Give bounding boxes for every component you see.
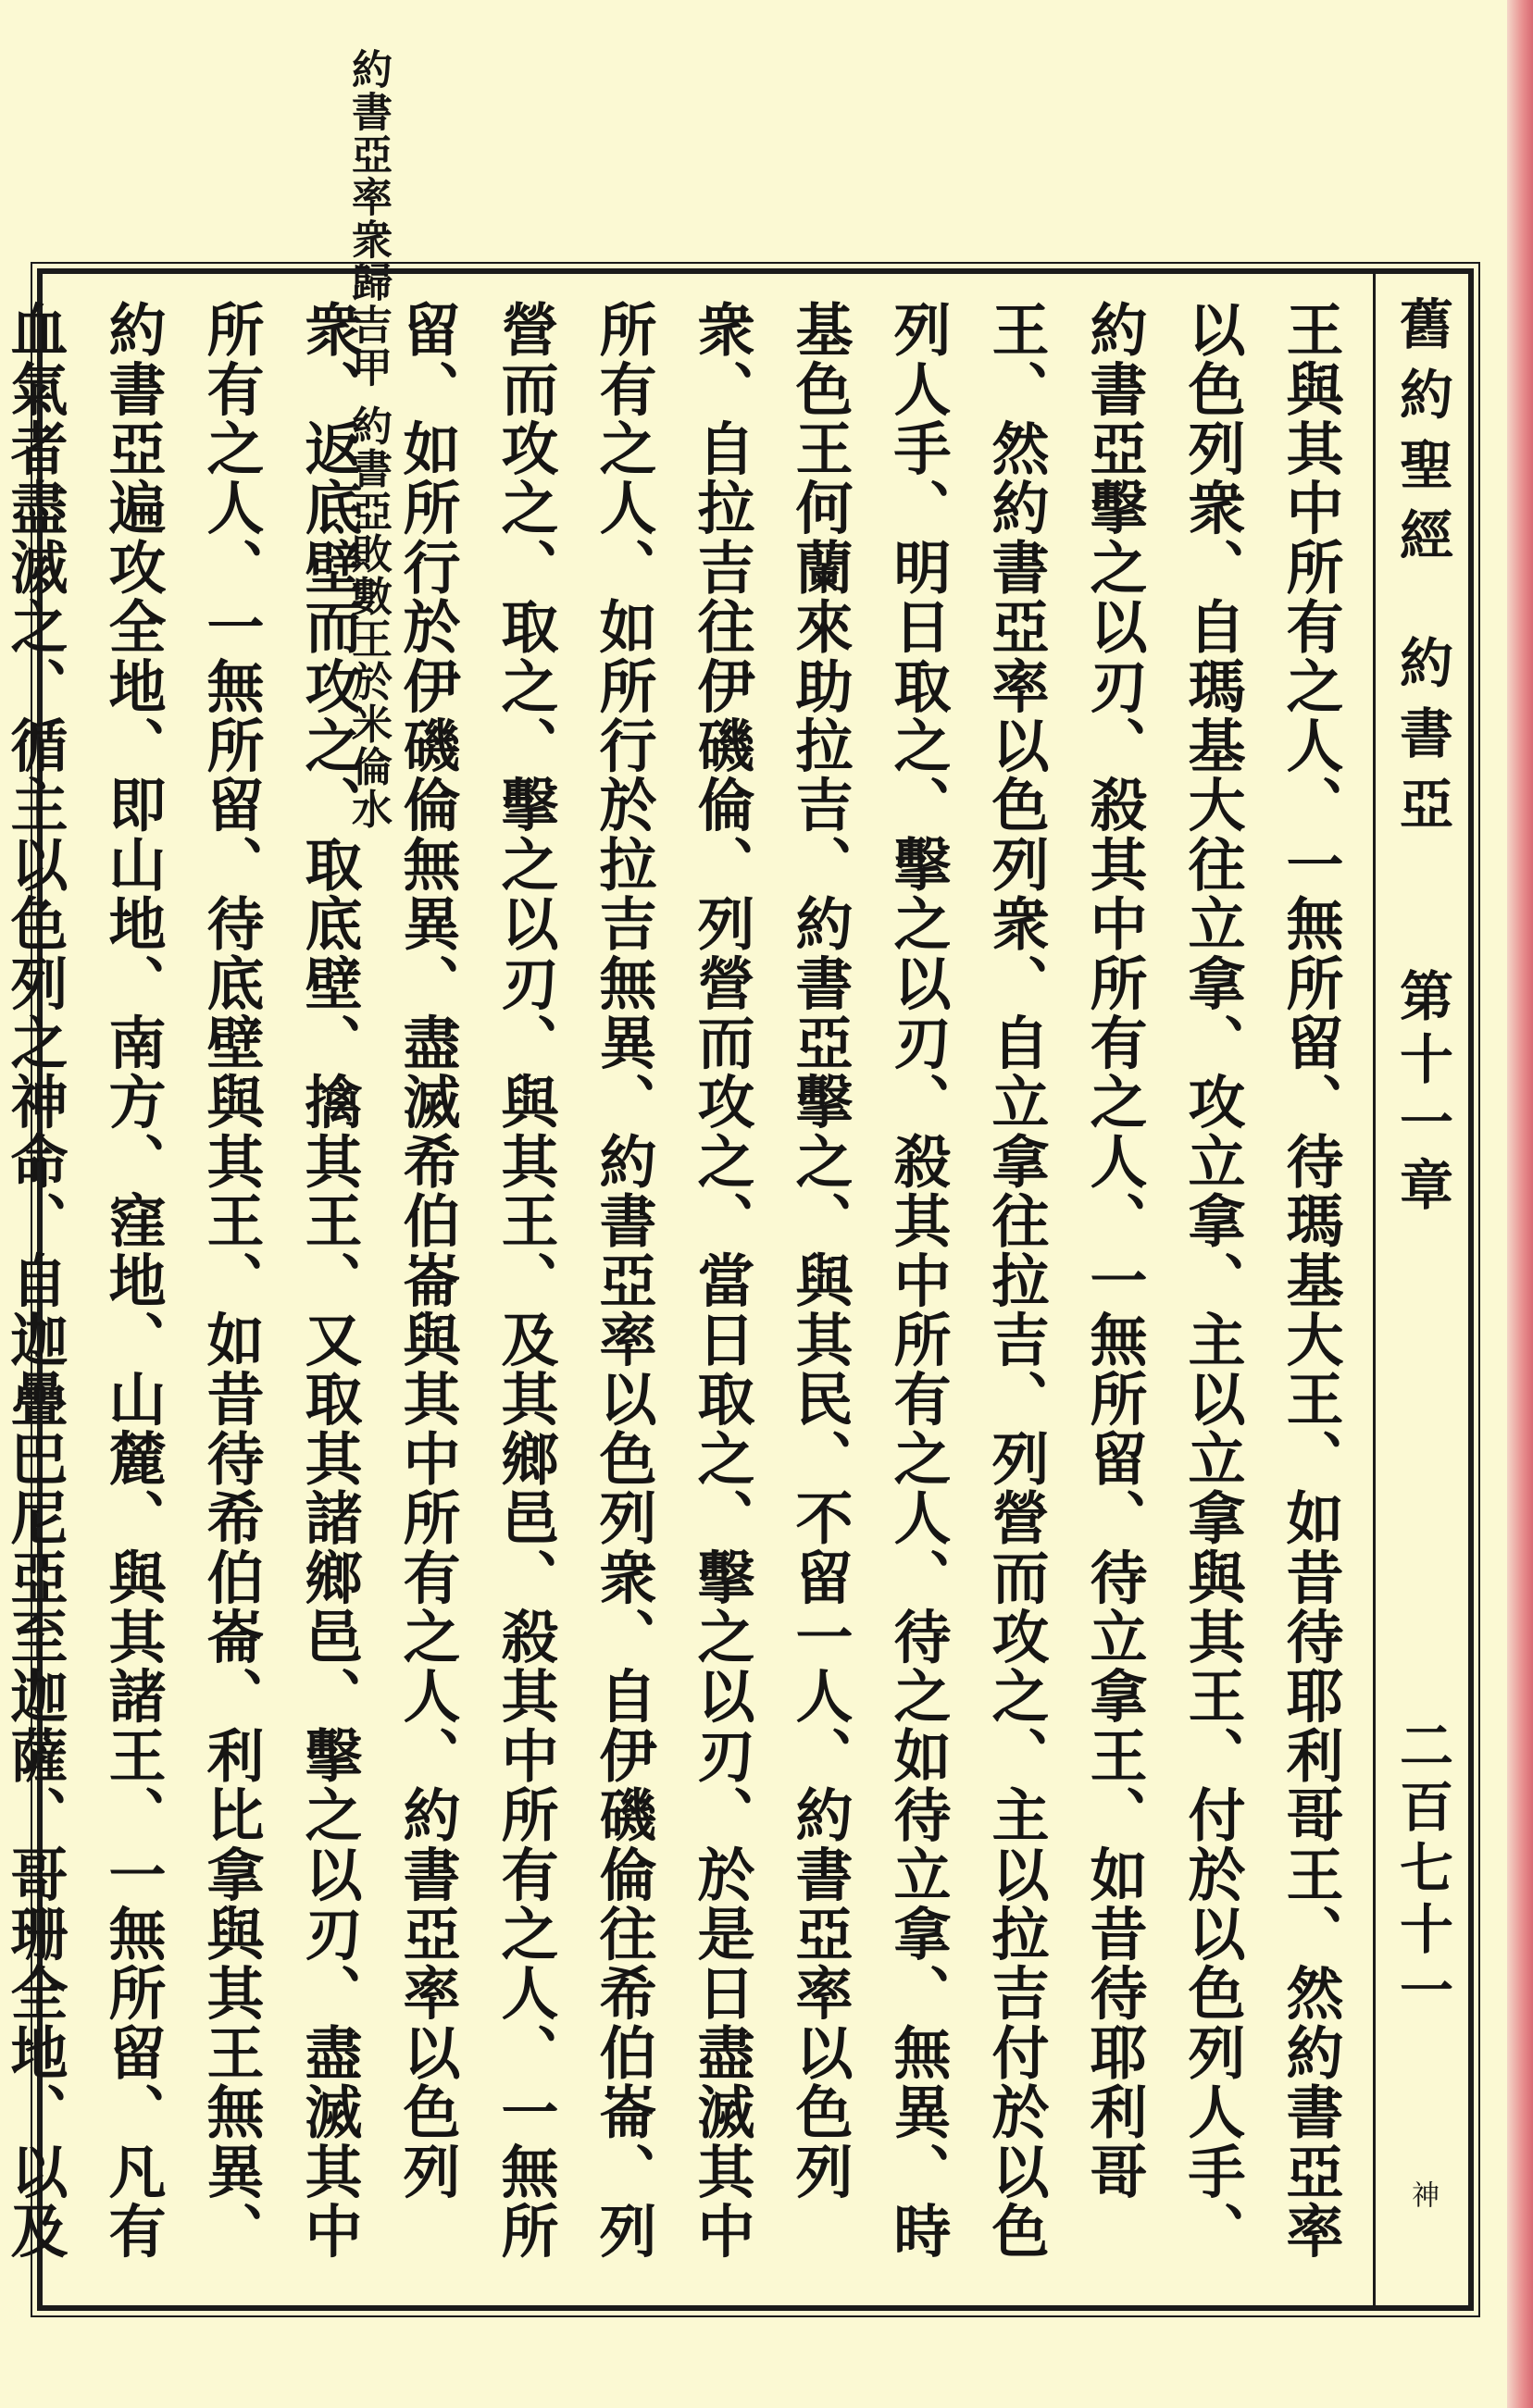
page-number: 二百七十一 bbox=[1390, 1718, 1453, 2023]
printer-mark: 神 bbox=[1406, 2180, 1439, 2208]
page-edge bbox=[1507, 0, 1533, 2408]
book-title: 舊約聖經 bbox=[1390, 296, 1453, 577]
book-name: 約書亞 bbox=[1390, 635, 1453, 846]
margin-note: 約書亞率衆歸吉甲 約書亞敗數王於米倫水 bbox=[344, 48, 392, 831]
page-frame bbox=[1, 268, 1474, 2311]
running-header bbox=[1373, 274, 1468, 2305]
chapter-number: 第十一章 bbox=[1390, 968, 1453, 1220]
verse-block: 王與其中所有之人、一無所留、待瑪基大王、如昔待耶利哥王、然約書亞率以色列衆、自瑪基大往立拿、攻立拿、主以立拿與其王、付於以色列人手、約書亞擊之以刃、殺其中所有之人、一無所留、待立拿王、如昔待耶利哥王、然約書亞率以色列衆、自立拿往拉吉、列營而攻之、主以拉吉付於以色列人手、明日取之、擊之以刃、殺其中所有之人、待之如待立拿、無異、時基色王何蘭來助拉吉、約書亞擊之、與其民、不留一人、約書亞率以色列衆、自拉吉往伊磯倫、列營而攻之、當日取之、擊之以刃、於是日盡滅其中所有之人、如所行於拉吉無異、約書亞率以色列衆、自伊磯倫往希伯崙、列營而攻之、取之、擊之以刃、與其王、及其鄉邑、殺其中所有之人、一無所留、如所行於伊磯倫無異、盡滅希伯崙與其中所有之人、約書亞率以色列衆、返底壁而攻之、取底壁、擒其王、又取其諸鄉邑、擊之以刃、盡滅其中所有之人、一無所留、待底壁與其王、如昔待希伯崙、利比拿與其王無異、約書亞遍攻全地、即山地、南方、窪地、山麓、與其諸王、一無所留、凡有血氣者盡滅之、循主以色列之神命、自迦疊巴尼亞至迦薩、哥珊全地、以及 bbox=[1, 300, 1344, 2261]
bleed-through-text bbox=[518, 37, 572, 241]
body-text bbox=[1, 300, 1359, 2280]
